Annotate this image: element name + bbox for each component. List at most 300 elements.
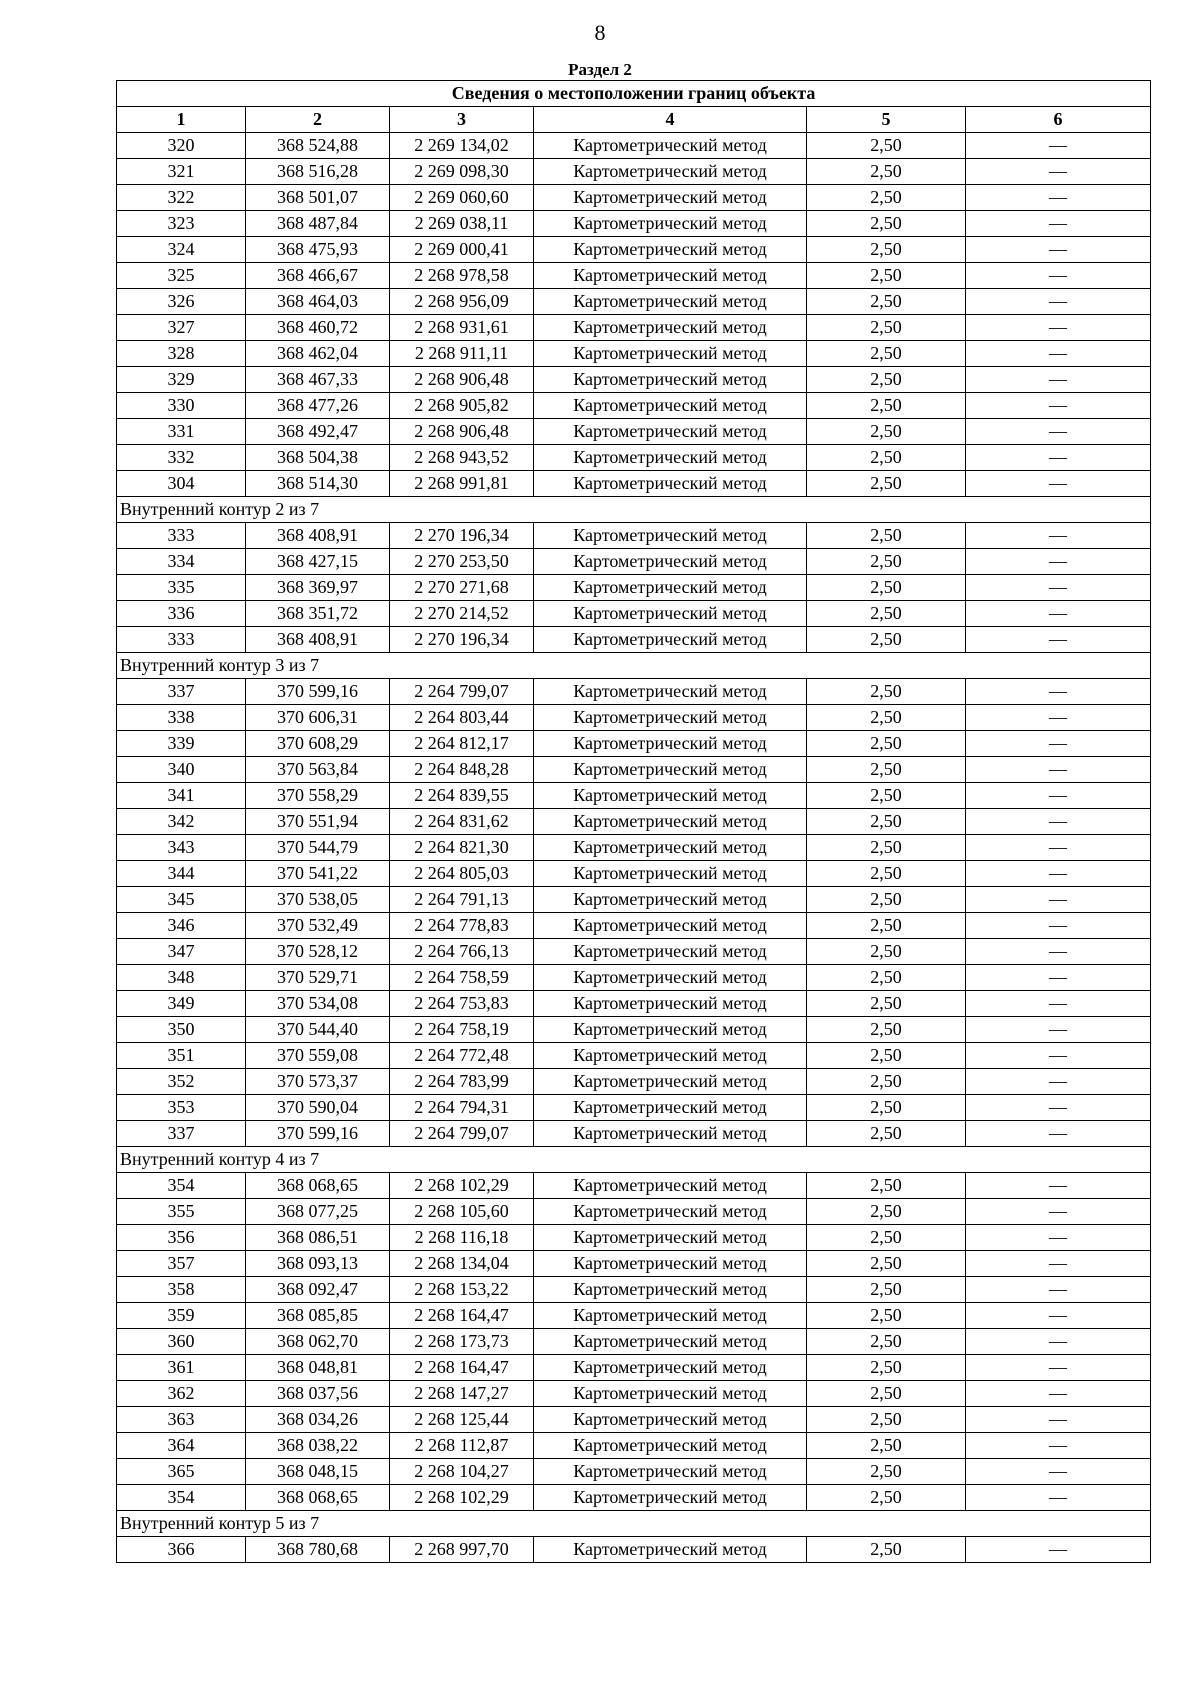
- method-cell: Картометрический метод: [534, 731, 807, 757]
- description-cell: —: [966, 1017, 1151, 1043]
- table-row: [117, 133, 1151, 159]
- x-coordinate-cell: 370 558,29: [246, 783, 390, 809]
- point-number-cell: 325: [117, 263, 246, 289]
- y-coordinate-cell: 2 270 196,34: [390, 523, 534, 549]
- point-number-cell: 337: [117, 679, 246, 705]
- y-coordinate-cell: 2 268 905,82: [390, 393, 534, 419]
- table-row: [117, 263, 1151, 289]
- table-row: [117, 679, 1151, 705]
- x-coordinate-cell: 368 408,91: [246, 523, 390, 549]
- y-coordinate-cell: 2 264 831,62: [390, 809, 534, 835]
- point-number-cell: 304: [117, 471, 246, 497]
- y-coordinate-cell: 2 268 173,73: [390, 1329, 534, 1355]
- accuracy-cell: 2,50: [807, 1121, 966, 1147]
- table-row: [117, 887, 1151, 913]
- accuracy-cell: 2,50: [807, 601, 966, 627]
- description-cell: —: [966, 1407, 1151, 1433]
- y-coordinate-cell: 2 264 812,17: [390, 731, 534, 757]
- accuracy-cell: 2,50: [807, 419, 966, 445]
- method-cell: Картометрический метод: [534, 965, 807, 991]
- accuracy-cell: 2,50: [807, 1355, 966, 1381]
- description-cell: —: [966, 1251, 1151, 1277]
- x-coordinate-cell: 368 780,68: [246, 1537, 390, 1563]
- description-cell: —: [966, 315, 1151, 341]
- point-number-cell: 345: [117, 887, 246, 913]
- boundary-table-container: [116, 80, 1150, 1563]
- table-row: [117, 757, 1151, 783]
- accuracy-cell: 2,50: [807, 835, 966, 861]
- description-cell: —: [966, 341, 1151, 367]
- y-coordinate-cell: 2 270 214,52: [390, 601, 534, 627]
- point-number-cell: 363: [117, 1407, 246, 1433]
- column-header-1: 1: [117, 107, 246, 133]
- table-row: [117, 1381, 1151, 1407]
- column-header-4: 4: [534, 107, 807, 133]
- accuracy-cell: 2,50: [807, 393, 966, 419]
- y-coordinate-cell: 2 268 164,47: [390, 1355, 534, 1381]
- description-cell: —: [966, 783, 1151, 809]
- accuracy-cell: 2,50: [807, 1381, 966, 1407]
- contour-label: Внутренний контур 2 из 7: [117, 497, 1151, 523]
- description-cell: —: [966, 1277, 1151, 1303]
- table-row: [117, 1277, 1151, 1303]
- description-cell: —: [966, 991, 1151, 1017]
- table-row: [117, 861, 1151, 887]
- table-row: [117, 549, 1151, 575]
- accuracy-cell: 2,50: [807, 1173, 966, 1199]
- x-coordinate-cell: 370 590,04: [246, 1095, 390, 1121]
- x-coordinate-cell: 370 541,22: [246, 861, 390, 887]
- description-cell: —: [966, 393, 1151, 419]
- table-row: [117, 835, 1151, 861]
- table-row: [117, 289, 1151, 315]
- accuracy-cell: 2,50: [807, 731, 966, 757]
- accuracy-cell: 2,50: [807, 289, 966, 315]
- column-header-5: 5: [807, 107, 966, 133]
- method-cell: Картометрический метод: [534, 809, 807, 835]
- point-number-cell: 330: [117, 393, 246, 419]
- method-cell: Картометрический метод: [534, 1069, 807, 1095]
- method-cell: Картометрический метод: [534, 939, 807, 965]
- method-cell: Картометрический метод: [534, 1381, 807, 1407]
- point-number-cell: 356: [117, 1225, 246, 1251]
- x-coordinate-cell: 368 369,97: [246, 575, 390, 601]
- description-cell: —: [966, 1121, 1151, 1147]
- point-number-cell: 333: [117, 523, 246, 549]
- method-cell: Картометрический метод: [534, 1199, 807, 1225]
- method-cell: Картометрический метод: [534, 1277, 807, 1303]
- description-cell: —: [966, 679, 1151, 705]
- x-coordinate-cell: 368 466,67: [246, 263, 390, 289]
- y-coordinate-cell: 2 268 102,29: [390, 1173, 534, 1199]
- method-cell: Картометрический метод: [534, 679, 807, 705]
- x-coordinate-cell: 368 062,70: [246, 1329, 390, 1355]
- y-coordinate-cell: 2 268 943,52: [390, 445, 534, 471]
- accuracy-cell: 2,50: [807, 965, 966, 991]
- x-coordinate-cell: 368 085,85: [246, 1303, 390, 1329]
- table-row: [117, 367, 1151, 393]
- accuracy-cell: 2,50: [807, 757, 966, 783]
- description-cell: —: [966, 913, 1151, 939]
- x-coordinate-cell: 368 467,33: [246, 367, 390, 393]
- accuracy-cell: 2,50: [807, 1069, 966, 1095]
- description-cell: —: [966, 965, 1151, 991]
- method-cell: Картометрический метод: [534, 601, 807, 627]
- accuracy-cell: 2,50: [807, 367, 966, 393]
- description-cell: —: [966, 1459, 1151, 1485]
- y-coordinate-cell: 2 269 134,02: [390, 133, 534, 159]
- accuracy-cell: 2,50: [807, 1433, 966, 1459]
- accuracy-cell: 2,50: [807, 341, 966, 367]
- point-number-cell: 321: [117, 159, 246, 185]
- x-coordinate-cell: 368 068,65: [246, 1485, 390, 1511]
- accuracy-cell: 2,50: [807, 237, 966, 263]
- y-coordinate-cell: 2 264 821,30: [390, 835, 534, 861]
- x-coordinate-cell: 370 529,71: [246, 965, 390, 991]
- contour-header-row: [117, 497, 1151, 523]
- table-row: [117, 1017, 1151, 1043]
- point-number-cell: 337: [117, 1121, 246, 1147]
- accuracy-cell: 2,50: [807, 1277, 966, 1303]
- point-number-cell: 322: [117, 185, 246, 211]
- method-cell: Картометрический метод: [534, 887, 807, 913]
- description-cell: —: [966, 445, 1151, 471]
- x-coordinate-cell: 368 077,25: [246, 1199, 390, 1225]
- x-coordinate-cell: 368 504,38: [246, 445, 390, 471]
- accuracy-cell: 2,50: [807, 913, 966, 939]
- description-cell: —: [966, 1303, 1151, 1329]
- accuracy-cell: 2,50: [807, 809, 966, 835]
- y-coordinate-cell: 2 268 125,44: [390, 1407, 534, 1433]
- description-cell: —: [966, 861, 1151, 887]
- y-coordinate-cell: 2 268 134,04: [390, 1251, 534, 1277]
- x-coordinate-cell: 368 462,04: [246, 341, 390, 367]
- table-body: [117, 133, 1151, 1563]
- y-coordinate-cell: 2 269 098,30: [390, 159, 534, 185]
- x-coordinate-cell: 368 464,03: [246, 289, 390, 315]
- y-coordinate-cell: 2 264 778,83: [390, 913, 534, 939]
- point-number-cell: 360: [117, 1329, 246, 1355]
- y-coordinate-cell: 2 268 105,60: [390, 1199, 534, 1225]
- point-number-cell: 327: [117, 315, 246, 341]
- x-coordinate-cell: 370 606,31: [246, 705, 390, 731]
- accuracy-cell: 2,50: [807, 1095, 966, 1121]
- method-cell: Картометрический метод: [534, 237, 807, 263]
- description-cell: —: [966, 1043, 1151, 1069]
- table-row: [117, 445, 1151, 471]
- accuracy-cell: 2,50: [807, 575, 966, 601]
- x-coordinate-cell: 370 563,84: [246, 757, 390, 783]
- table-row: [117, 1537, 1151, 1563]
- table-row: [117, 1225, 1151, 1251]
- y-coordinate-cell: 2 264 791,13: [390, 887, 534, 913]
- method-cell: Картометрический метод: [534, 1043, 807, 1069]
- description-cell: —: [966, 289, 1151, 315]
- y-coordinate-cell: 2 264 783,99: [390, 1069, 534, 1095]
- point-number-cell: 357: [117, 1251, 246, 1277]
- point-number-cell: 331: [117, 419, 246, 445]
- x-coordinate-cell: 370 599,16: [246, 679, 390, 705]
- method-cell: Картометрический метод: [534, 835, 807, 861]
- x-coordinate-cell: 370 528,12: [246, 939, 390, 965]
- x-coordinate-cell: 368 477,26: [246, 393, 390, 419]
- method-cell: Картометрический метод: [534, 367, 807, 393]
- method-cell: Картометрический метод: [534, 471, 807, 497]
- method-cell: Картометрический метод: [534, 289, 807, 315]
- y-coordinate-cell: 2 268 906,48: [390, 367, 534, 393]
- description-cell: —: [966, 757, 1151, 783]
- description-cell: —: [966, 367, 1151, 393]
- x-coordinate-cell: 368 524,88: [246, 133, 390, 159]
- x-coordinate-cell: 370 599,16: [246, 1121, 390, 1147]
- column-header-row: [117, 107, 1151, 133]
- table-row: [117, 393, 1151, 419]
- point-number-cell: 332: [117, 445, 246, 471]
- table-row: [117, 237, 1151, 263]
- accuracy-cell: 2,50: [807, 1407, 966, 1433]
- point-number-cell: 320: [117, 133, 246, 159]
- point-number-cell: 350: [117, 1017, 246, 1043]
- y-coordinate-cell: 2 264 758,19: [390, 1017, 534, 1043]
- description-cell: —: [966, 1329, 1151, 1355]
- description-cell: —: [966, 575, 1151, 601]
- y-coordinate-cell: 2 264 805,03: [390, 861, 534, 887]
- x-coordinate-cell: 368 475,93: [246, 237, 390, 263]
- x-coordinate-cell: 368 460,72: [246, 315, 390, 341]
- description-cell: —: [966, 549, 1151, 575]
- y-coordinate-cell: 2 268 906,48: [390, 419, 534, 445]
- description-cell: —: [966, 809, 1151, 835]
- description-cell: —: [966, 419, 1151, 445]
- description-cell: —: [966, 523, 1151, 549]
- description-cell: —: [966, 471, 1151, 497]
- x-coordinate-cell: 368 048,81: [246, 1355, 390, 1381]
- description-cell: —: [966, 1225, 1151, 1251]
- table-row: [117, 965, 1151, 991]
- point-number-cell: 326: [117, 289, 246, 315]
- point-number-cell: 334: [117, 549, 246, 575]
- accuracy-cell: 2,50: [807, 185, 966, 211]
- y-coordinate-cell: 2 264 758,59: [390, 965, 534, 991]
- table-row: [117, 1043, 1151, 1069]
- x-coordinate-cell: 368 068,65: [246, 1173, 390, 1199]
- y-coordinate-cell: 2 268 112,87: [390, 1433, 534, 1459]
- contour-header-row: [117, 653, 1151, 679]
- table-row: [117, 627, 1151, 653]
- accuracy-cell: 2,50: [807, 1199, 966, 1225]
- y-coordinate-cell: 2 268 978,58: [390, 263, 534, 289]
- method-cell: Картометрический метод: [534, 913, 807, 939]
- contour-header-row: [117, 1147, 1151, 1173]
- method-cell: Картометрический метод: [534, 1407, 807, 1433]
- y-coordinate-cell: 2 264 766,13: [390, 939, 534, 965]
- point-number-cell: 342: [117, 809, 246, 835]
- table-row: [117, 1095, 1151, 1121]
- accuracy-cell: 2,50: [807, 1329, 966, 1355]
- x-coordinate-cell: 368 038,22: [246, 1433, 390, 1459]
- method-cell: Картометрический метод: [534, 1355, 807, 1381]
- x-coordinate-cell: 370 544,79: [246, 835, 390, 861]
- table-row: [117, 809, 1151, 835]
- description-cell: —: [966, 1173, 1151, 1199]
- x-coordinate-cell: 368 427,15: [246, 549, 390, 575]
- point-number-cell: 349: [117, 991, 246, 1017]
- y-coordinate-cell: 2 268 116,18: [390, 1225, 534, 1251]
- y-coordinate-cell: 2 264 799,07: [390, 1121, 534, 1147]
- method-cell: Картометрический метод: [534, 1433, 807, 1459]
- point-number-cell: 364: [117, 1433, 246, 1459]
- method-cell: Картометрический метод: [534, 341, 807, 367]
- accuracy-cell: 2,50: [807, 315, 966, 341]
- table-row: [117, 575, 1151, 601]
- accuracy-cell: 2,50: [807, 1485, 966, 1511]
- x-coordinate-cell: 370 532,49: [246, 913, 390, 939]
- accuracy-cell: 2,50: [807, 211, 966, 237]
- method-cell: Картометрический метод: [534, 757, 807, 783]
- table-title-row: [117, 81, 1151, 107]
- y-coordinate-cell: 2 268 931,61: [390, 315, 534, 341]
- point-number-cell: 344: [117, 861, 246, 887]
- y-coordinate-cell: 2 264 794,31: [390, 1095, 534, 1121]
- description-cell: —: [966, 185, 1151, 211]
- table-row: [117, 601, 1151, 627]
- point-number-cell: 354: [117, 1485, 246, 1511]
- table-row: [117, 341, 1151, 367]
- table-row: [117, 315, 1151, 341]
- y-coordinate-cell: 2 270 271,68: [390, 575, 534, 601]
- table-row: [117, 1433, 1151, 1459]
- method-cell: Картометрический метод: [534, 1329, 807, 1355]
- y-coordinate-cell: 2 270 196,34: [390, 627, 534, 653]
- method-cell: Картометрический метод: [534, 783, 807, 809]
- description-cell: —: [966, 1199, 1151, 1225]
- description-cell: —: [966, 133, 1151, 159]
- accuracy-cell: 2,50: [807, 939, 966, 965]
- boundary-coordinates-table: [116, 80, 1151, 1563]
- method-cell: Картометрический метод: [534, 133, 807, 159]
- description-cell: —: [966, 237, 1151, 263]
- table-row: [117, 1303, 1151, 1329]
- point-number-cell: 352: [117, 1069, 246, 1095]
- y-coordinate-cell: 2 264 848,28: [390, 757, 534, 783]
- point-number-cell: 328: [117, 341, 246, 367]
- point-number-cell: 361: [117, 1355, 246, 1381]
- x-coordinate-cell: 368 492,47: [246, 419, 390, 445]
- x-coordinate-cell: 368 487,84: [246, 211, 390, 237]
- point-number-cell: 335: [117, 575, 246, 601]
- method-cell: Картометрический метод: [534, 263, 807, 289]
- description-cell: —: [966, 1069, 1151, 1095]
- description-cell: —: [966, 705, 1151, 731]
- point-number-cell: 340: [117, 757, 246, 783]
- table-row: [117, 1459, 1151, 1485]
- y-coordinate-cell: 2 268 991,81: [390, 471, 534, 497]
- method-cell: Картометрический метод: [534, 1303, 807, 1329]
- method-cell: Картометрический метод: [534, 1017, 807, 1043]
- point-number-cell: 343: [117, 835, 246, 861]
- y-coordinate-cell: 2 264 799,07: [390, 679, 534, 705]
- description-cell: —: [966, 731, 1151, 757]
- accuracy-cell: 2,50: [807, 1303, 966, 1329]
- y-coordinate-cell: 2 268 164,47: [390, 1303, 534, 1329]
- method-cell: Картометрический метод: [534, 549, 807, 575]
- point-number-cell: 351: [117, 1043, 246, 1069]
- description-cell: —: [966, 601, 1151, 627]
- table-row: [117, 705, 1151, 731]
- description-cell: —: [966, 1381, 1151, 1407]
- column-header-3: 3: [390, 107, 534, 133]
- accuracy-cell: 2,50: [807, 523, 966, 549]
- description-cell: —: [966, 1537, 1151, 1563]
- point-number-cell: 338: [117, 705, 246, 731]
- method-cell: Картометрический метод: [534, 1225, 807, 1251]
- point-number-cell: 365: [117, 1459, 246, 1485]
- point-number-cell: 348: [117, 965, 246, 991]
- method-cell: Картометрический метод: [534, 419, 807, 445]
- point-number-cell: 336: [117, 601, 246, 627]
- table-row: [117, 783, 1151, 809]
- x-coordinate-cell: 368 034,26: [246, 1407, 390, 1433]
- x-coordinate-cell: 368 086,51: [246, 1225, 390, 1251]
- page-number: 8: [594, 20, 606, 45]
- accuracy-cell: 2,50: [807, 133, 966, 159]
- x-coordinate-cell: 368 037,56: [246, 1381, 390, 1407]
- method-cell: Картометрический метод: [534, 445, 807, 471]
- accuracy-cell: 2,50: [807, 1043, 966, 1069]
- point-number-cell: 323: [117, 211, 246, 237]
- table-row: [117, 1199, 1151, 1225]
- method-cell: Картометрический метод: [534, 991, 807, 1017]
- accuracy-cell: 2,50: [807, 263, 966, 289]
- description-cell: —: [966, 159, 1151, 185]
- point-number-cell: 353: [117, 1095, 246, 1121]
- y-coordinate-cell: 2 268 911,11: [390, 341, 534, 367]
- table-row: [117, 211, 1151, 237]
- method-cell: Картометрический метод: [534, 211, 807, 237]
- y-coordinate-cell: 2 264 839,55: [390, 783, 534, 809]
- method-cell: Картометрический метод: [534, 1537, 807, 1563]
- y-coordinate-cell: 2 268 104,27: [390, 1459, 534, 1485]
- point-number-cell: 358: [117, 1277, 246, 1303]
- description-cell: —: [966, 939, 1151, 965]
- accuracy-cell: 2,50: [807, 627, 966, 653]
- table-row: [117, 1407, 1151, 1433]
- table-row: [117, 913, 1151, 939]
- accuracy-cell: 2,50: [807, 861, 966, 887]
- method-cell: Картометрический метод: [534, 1173, 807, 1199]
- y-coordinate-cell: 2 264 803,44: [390, 705, 534, 731]
- accuracy-cell: 2,50: [807, 1251, 966, 1277]
- accuracy-cell: 2,50: [807, 1459, 966, 1485]
- y-coordinate-cell: 2 268 147,27: [390, 1381, 534, 1407]
- method-cell: Картометрический метод: [534, 1485, 807, 1511]
- table-row: [117, 471, 1151, 497]
- y-coordinate-cell: 2 268 956,09: [390, 289, 534, 315]
- table-row: [117, 1485, 1151, 1511]
- accuracy-cell: 2,50: [807, 991, 966, 1017]
- table-row: [117, 1121, 1151, 1147]
- point-number-cell: 339: [117, 731, 246, 757]
- contour-label: Внутренний контур 5 из 7: [117, 1511, 1151, 1537]
- method-cell: Картометрический метод: [534, 1251, 807, 1277]
- accuracy-cell: 2,50: [807, 549, 966, 575]
- accuracy-cell: 2,50: [807, 471, 966, 497]
- table-row: [117, 1069, 1151, 1095]
- y-coordinate-cell: 2 269 000,41: [390, 237, 534, 263]
- accuracy-cell: 2,50: [807, 783, 966, 809]
- description-cell: —: [966, 263, 1151, 289]
- x-coordinate-cell: 368 048,15: [246, 1459, 390, 1485]
